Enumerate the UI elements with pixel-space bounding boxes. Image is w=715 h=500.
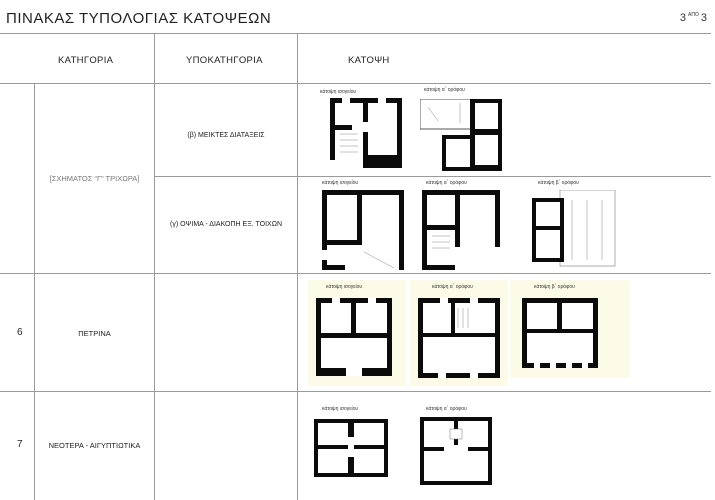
row6-category: ΠΕΤΡΙΝΑ: [78, 329, 111, 338]
row7-category: ΝΕΟΤΕΡΑ - ΑΙΓΥΠΤΙΩΤΙΚΑ: [48, 441, 141, 450]
floor-plan-ground: [316, 298, 392, 376]
page-sep: ΑΠΟ: [688, 12, 699, 18]
header-subcategory: ΥΠΟΚΑΤΗΓΟΡΙΑ: [186, 55, 263, 66]
plan-label: κάτοψη ισογείου: [320, 89, 357, 95]
header-category: ΚΑΤΗΓΟΡΙΑ: [58, 55, 114, 66]
number-col-line: [34, 83, 35, 500]
floor-plan-ground: [330, 98, 402, 168]
row7-number: 7: [17, 439, 23, 450]
plan-label: κάτοψη ισογείου: [322, 406, 359, 412]
row6-top-line: [0, 273, 711, 274]
floor-plan-second: [532, 190, 616, 268]
category-col-line: [154, 33, 155, 500]
floor-plan-first: [418, 298, 500, 378]
plan-label: κάτοψη α΄ ορόφου: [424, 87, 465, 93]
subrow-divider: [154, 176, 711, 177]
plan-label: κάτοψη ισογείου: [326, 284, 363, 290]
floor-plan-first: [422, 190, 500, 270]
row5-sub-b: (β) ΜΕΙΚΤΕΣ ΔΙΑΤΑΞΕΙΣ: [187, 132, 265, 139]
typology-table: [0, 33, 711, 500]
page-title: ΠΙΝΑΚΑΣ ΤΥΠΟΛΟΓΙΑΣ ΚΑΤΟΨΕΩΝ: [6, 10, 272, 27]
plan-label: κάτοψη β΄ ορόφου: [538, 180, 579, 186]
plan-label: κάτοψη β΄ ορόφου: [534, 284, 575, 290]
page-total: 3: [700, 12, 707, 24]
plan-label: κάτοψη α΄ ορόφου: [426, 180, 467, 186]
row5-category: [ΣΧΗΜΑΤΟΣ “Γ” ΤΡΙΧΩΡΑ]: [49, 174, 140, 183]
row5-sub-c: (γ) ΟΨΙΜΑ - ΔΙΑΚΟΠΗ ΕΞ. ΤΟΙΧΩΝ: [169, 221, 282, 228]
floor-plan-ground: [322, 190, 404, 270]
plan-label: κάτοψη ισογείου: [322, 180, 359, 186]
table-top-line: [0, 33, 711, 34]
plan-label: κάτοψη α΄ ορόφου: [426, 406, 467, 412]
floor-plan-ground: [314, 419, 388, 477]
floor-plan-first: [420, 99, 502, 171]
row7-top-line: [0, 391, 711, 392]
plan-label: κάτοψη α΄ ορόφου: [432, 284, 473, 290]
page-number: [680, 12, 707, 24]
header-bottom-line: [0, 83, 711, 84]
row6-number: 6: [17, 327, 23, 338]
subcategory-col-line: [297, 33, 298, 500]
page-current: 3: [679, 12, 687, 24]
floor-plan-second: [522, 298, 598, 368]
header-plan: ΚΑΤΟΨΗ: [348, 55, 390, 66]
floor-plan-first: [420, 417, 492, 485]
